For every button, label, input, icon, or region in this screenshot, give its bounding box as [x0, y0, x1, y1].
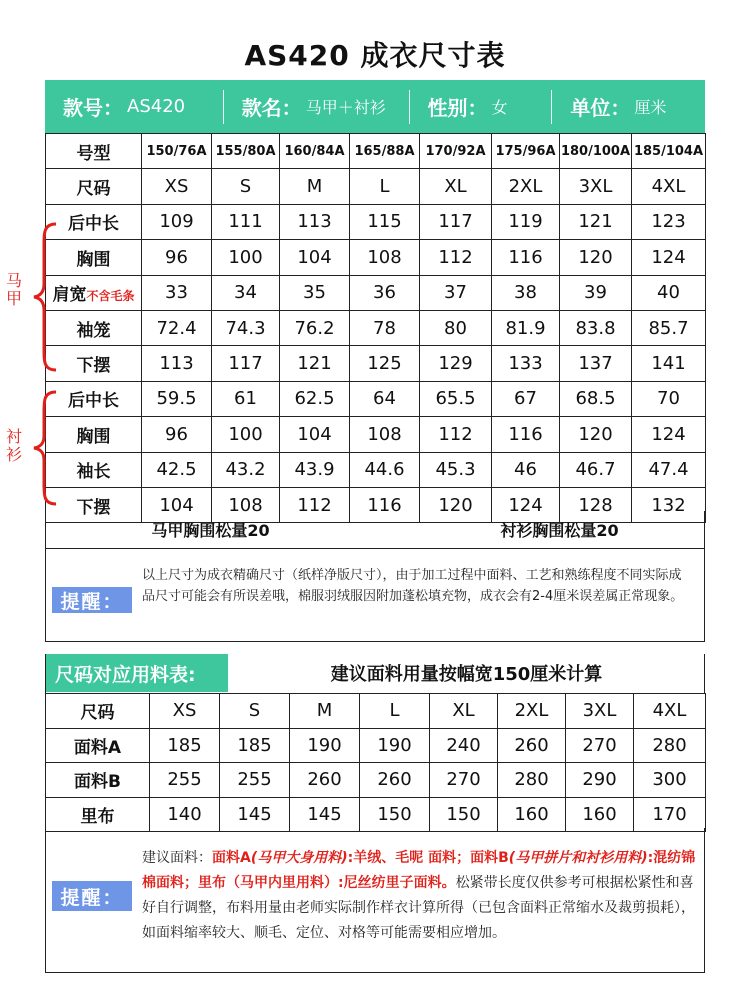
style-number-label: 款号：: [63, 96, 123, 120]
value-cell: 61: [212, 381, 280, 416]
value-cell: 160: [498, 797, 566, 832]
value-cell: 70: [632, 381, 706, 416]
fabric-b-types: :混纺锦棉面料；: [142, 850, 696, 891]
fabric-a-types: :羊绒、毛呢 面料；: [347, 850, 471, 866]
header-divider: [223, 90, 224, 124]
value-cell: 96: [142, 417, 212, 452]
reminder-label: 提醒：: [52, 587, 132, 613]
measure-name: 胸围: [76, 249, 111, 270]
reminder-text: 以上尺寸为成衣精确尺寸（纸样净版尺寸），由于加工过程中面料、工艺和熟练程度不同实际成品尺寸可能会有所误差哦，棉服羽绒服因附加蓬松填充物，成衣会有2-4厘米误差属正常现象。: [142, 568, 684, 604]
value-cell: 74.3: [212, 310, 280, 345]
value-cell: 100: [212, 240, 280, 275]
value-cell: 112: [420, 240, 492, 275]
vest-measure-row: [46, 346, 706, 381]
shirt-side-label: 衬衫: [5, 427, 22, 464]
value-cell: 100: [212, 417, 280, 452]
value-cell: 83.8: [560, 310, 632, 345]
value-cell: 145: [220, 797, 290, 832]
shirt-measure-row: [46, 381, 706, 416]
value-cell: 185: [220, 728, 290, 763]
value-cell: 280: [498, 763, 566, 798]
value-cell: 240: [430, 728, 498, 763]
fabric-b-use: (马甲拼片和衬衫用料): [508, 850, 648, 866]
value-cell: 43.9: [280, 452, 350, 487]
value-cell: 85.7: [632, 310, 706, 345]
value-cell: 120: [560, 240, 632, 275]
value-cell: 44.6: [350, 452, 420, 487]
shirt-measure-row: [46, 417, 706, 452]
fabric-section-title: 建议面料用量按幅宽150厘米计算: [330, 664, 603, 685]
size-cell: M: [290, 694, 360, 729]
value-cell: 260: [498, 728, 566, 763]
value-cell: 96: [142, 240, 212, 275]
value-cell: 64: [350, 381, 420, 416]
value-cell: 108: [212, 487, 280, 522]
size-cell: XS: [150, 694, 220, 729]
value-cell: 81.9: [492, 310, 560, 345]
value-cell: 145: [290, 797, 360, 832]
value-cell: 140: [150, 797, 220, 832]
value-cell: 260: [360, 763, 430, 798]
measure-name: 胸围: [76, 426, 111, 447]
size-cell: XS: [142, 169, 212, 204]
value-cell: 109: [142, 204, 212, 239]
value-cell: 104: [280, 240, 350, 275]
shirt-ease-note: 衬衫胸围松量20: [500, 521, 619, 540]
measure-note: 不含毛条: [86, 289, 135, 304]
fabric-intro: 建议面料：: [142, 850, 212, 866]
size-cell: XL: [430, 694, 498, 729]
value-cell: 133: [492, 346, 560, 381]
value-cell: 116: [492, 240, 560, 275]
value-cell: 132: [632, 487, 706, 522]
reminder-text: [142, 846, 698, 946]
vest-ease-note: 马甲胸围松量20: [151, 521, 270, 540]
value-cell: 45.3: [420, 452, 492, 487]
unit-value: 厘米: [634, 98, 667, 117]
value-cell: 141: [632, 346, 706, 381]
model-row: [46, 134, 706, 169]
header-divider: [409, 90, 410, 124]
value-cell: 38: [492, 275, 560, 310]
value-cell: 108: [350, 240, 420, 275]
value-cell: 112: [280, 487, 350, 522]
row-label: 面料A: [46, 728, 150, 763]
model-cell: 155/80A: [212, 134, 280, 169]
row-label: 号型: [46, 134, 142, 169]
row-label: 里布: [46, 797, 150, 832]
shirt-measure-row: [46, 452, 706, 487]
style-name-value: 马甲＋衬衫: [305, 98, 386, 117]
value-cell: 280: [634, 728, 706, 763]
value-cell: 190: [290, 728, 360, 763]
style-number: [45, 80, 223, 133]
fabric-b-name: 面料B: [470, 850, 509, 866]
measure-name: 肩宽: [52, 285, 87, 306]
fabric-a-name: 面料A: [212, 850, 251, 866]
size-cell: L: [360, 694, 430, 729]
vest-measure-row: [46, 204, 706, 239]
value-cell: 65.5: [420, 381, 492, 416]
value-cell: 255: [220, 763, 290, 798]
value-cell: 290: [566, 763, 634, 798]
reminder-rest: 松紧带长度仅供参考可根据松紧性和喜好自行调整，布料用量由老师实际制作样衣计算所得（已包含面料正常缩水及裁剪损耗），如面料缩率较大、顺毛、定位、对格等可能需要相应增加。: [142, 875, 695, 941]
value-cell: 125: [350, 346, 420, 381]
value-cell: 128: [560, 487, 632, 522]
value-cell: 113: [142, 346, 212, 381]
vest-side-label: 马甲: [5, 271, 22, 308]
value-cell: 42.5: [142, 452, 212, 487]
row-label: 尺码: [46, 169, 142, 204]
value-cell: 129: [420, 346, 492, 381]
value-cell: 117: [420, 204, 492, 239]
value-cell: 62.5: [280, 381, 350, 416]
value-cell: 116: [492, 417, 560, 452]
fabric-row: [46, 763, 706, 798]
fabric-a-use: (马甲大身用料): [250, 850, 348, 866]
value-cell: 124: [492, 487, 560, 522]
value-cell: 121: [560, 204, 632, 239]
gender-label: 性别：: [427, 96, 488, 120]
model-cell: 180/100A: [560, 134, 632, 169]
value-cell: 150: [360, 797, 430, 832]
value-cell: 68.5: [560, 381, 632, 416]
value-cell: 72.4: [142, 310, 212, 345]
value-cell: 78: [350, 310, 420, 345]
size-cell: 4XL: [632, 169, 706, 204]
size-table: [45, 133, 706, 523]
page-title: AS420 成衣尺寸表: [244, 39, 506, 72]
value-cell: 160: [566, 797, 634, 832]
unit: [552, 80, 705, 133]
value-cell: 117: [212, 346, 280, 381]
value-cell: 115: [350, 204, 420, 239]
value-cell: 123: [632, 204, 706, 239]
size-row: [46, 169, 706, 204]
measure-name: 下摆: [76, 497, 111, 518]
value-cell: 104: [280, 417, 350, 452]
value-cell: 124: [632, 240, 706, 275]
fabric-table: [45, 693, 706, 832]
value-cell: 119: [492, 204, 560, 239]
model-cell: 170/92A: [420, 134, 492, 169]
size-cell: M: [280, 169, 350, 204]
value-cell: 137: [560, 346, 632, 381]
value-cell: 190: [360, 728, 430, 763]
size-cell: XL: [420, 169, 492, 204]
value-cell: 40: [632, 275, 706, 310]
lining-note: 里布（马甲内里用料）:尼丝纺里子面料。: [198, 875, 456, 891]
value-cell: 170: [634, 797, 706, 832]
row-label: 面料B: [46, 763, 150, 798]
vest-brace-icon: [30, 222, 60, 372]
value-cell: 46: [492, 452, 560, 487]
reminder-box-1: [45, 549, 705, 642]
vest-measure-row: [46, 275, 706, 310]
fabric-row: [46, 797, 706, 832]
size-cell: 3XL: [560, 169, 632, 204]
size-cell: S: [220, 694, 290, 729]
value-cell: 67: [492, 381, 560, 416]
measure-name: 后中长: [68, 391, 119, 412]
value-cell: 300: [634, 763, 706, 798]
size-cell: 2XL: [498, 694, 566, 729]
style-name: [224, 80, 409, 133]
value-cell: 270: [430, 763, 498, 798]
size-cell: L: [350, 169, 420, 204]
row-label: 尺码: [46, 694, 150, 729]
fabric-size-row: [46, 694, 706, 729]
value-cell: 120: [560, 417, 632, 452]
value-cell: 35: [280, 275, 350, 310]
value-cell: 80: [420, 310, 492, 345]
value-cell: 150: [430, 797, 498, 832]
size-cell: 2XL: [492, 169, 560, 204]
value-cell: 111: [212, 204, 280, 239]
value-cell: 116: [350, 487, 420, 522]
vest-measure-row: [46, 310, 706, 345]
value-cell: 76.2: [280, 310, 350, 345]
gender-value: 女: [491, 98, 508, 117]
gender: [410, 80, 552, 133]
reminder-box-2: [45, 828, 705, 973]
value-cell: 270: [566, 728, 634, 763]
shirt-brace-icon: [30, 390, 60, 506]
model-cell: 165/88A: [350, 134, 420, 169]
value-cell: 121: [280, 346, 350, 381]
unit-label: 单位：: [570, 96, 631, 120]
vest-measure-row: [46, 240, 706, 275]
size-cell: S: [212, 169, 280, 204]
measure-name: 袖长: [76, 462, 111, 483]
fabric-row: [46, 728, 706, 763]
model-cell: 160/84A: [280, 134, 350, 169]
size-cell: 3XL: [566, 694, 634, 729]
style-number-value: AS420: [127, 96, 186, 117]
value-cell: 113: [280, 204, 350, 239]
value-cell: 37: [420, 275, 492, 310]
size-cell: 4XL: [634, 694, 706, 729]
header-bar: [45, 80, 705, 133]
value-cell: 59.5: [142, 381, 212, 416]
value-cell: 104: [142, 487, 212, 522]
model-cell: 175/96A: [492, 134, 560, 169]
reminder-label: 提醒：: [52, 881, 132, 911]
value-cell: 34: [212, 275, 280, 310]
style-name-label: 款名：: [241, 96, 302, 120]
model-cell: 150/76A: [142, 134, 212, 169]
value-cell: 124: [632, 417, 706, 452]
header-divider: [551, 90, 552, 124]
measure-name: 袖笼: [76, 320, 111, 341]
value-cell: 39: [560, 275, 632, 310]
fabric-section-label: 尺码对应用料表:: [45, 654, 228, 692]
value-cell: 255: [150, 763, 220, 798]
value-cell: 108: [350, 417, 420, 452]
ease-note-row: [45, 511, 705, 549]
value-cell: 36: [350, 275, 420, 310]
value-cell: 120: [420, 487, 492, 522]
model-cell: 185/104A: [632, 134, 706, 169]
value-cell: 47.4: [632, 452, 706, 487]
measure-name: 下摆: [76, 356, 111, 377]
value-cell: 33: [142, 275, 212, 310]
value-cell: 112: [420, 417, 492, 452]
measure-name: 后中长: [68, 214, 119, 235]
value-cell: 260: [290, 763, 360, 798]
value-cell: 43.2: [212, 452, 280, 487]
value-cell: 46.7: [560, 452, 632, 487]
value-cell: 185: [150, 728, 220, 763]
